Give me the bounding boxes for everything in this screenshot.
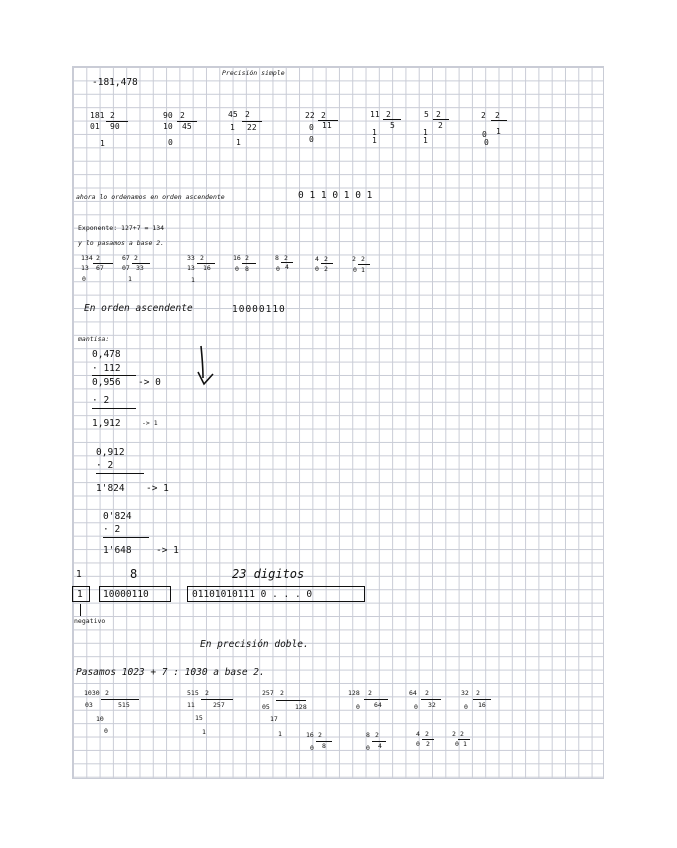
dividend: 32 — [461, 689, 469, 697]
mantisa-value: 0'824 — [103, 511, 132, 522]
bracket-line — [132, 263, 150, 264]
dividend: 2 — [452, 730, 456, 738]
remainder: 07 — [122, 264, 130, 272]
exponente-base-line: y lo pasamos a base 2. — [78, 239, 165, 247]
dividend: 45 — [228, 110, 238, 119]
bit: 1 — [128, 275, 132, 283]
doble-line: Pasamos 1023 + 7 : 1030 a base 2. — [76, 667, 265, 678]
dividend: 5 — [424, 110, 429, 119]
remainder: 0 — [276, 265, 280, 273]
bracket-line — [473, 699, 491, 700]
remainder: 1 — [230, 123, 235, 132]
down-arrow-icon — [195, 344, 219, 388]
bracket-line — [364, 699, 388, 700]
quotient: 1 — [496, 127, 501, 136]
mantisa-multiplier: · 2 — [92, 395, 110, 406]
divisor: 2 — [495, 111, 500, 120]
remainder: 0 — [235, 265, 239, 273]
bracket-line — [383, 119, 401, 120]
bracket-line — [433, 119, 449, 120]
bracket-line — [358, 264, 370, 265]
dividend: 128 — [348, 689, 360, 697]
remainder: 1 — [423, 128, 428, 137]
mantisa-carry: -> 1 — [156, 545, 179, 556]
dividend: 2 — [481, 111, 486, 120]
dividend: 515 — [187, 689, 199, 697]
remainder: 13 — [81, 264, 89, 272]
bracket-line — [242, 121, 262, 122]
mantisa-value: 0,478 — [92, 349, 121, 360]
dividend: 4 — [315, 255, 319, 263]
sign-label: negativo — [74, 617, 106, 625]
ordenamos-text: ahora lo ordenamos en orden ascendente — [76, 193, 225, 201]
divisor: 2 — [284, 254, 288, 262]
bit: 1 — [372, 136, 377, 145]
dividend: 8 — [366, 731, 370, 739]
remainder-step: 10 — [96, 715, 104, 723]
mantissa-count: 23 digitos — [232, 567, 305, 581]
dividend: 4 — [416, 730, 420, 738]
divisor: 2 — [375, 731, 379, 739]
remainder: 0 — [464, 703, 468, 711]
quotient: 11 — [322, 121, 332, 130]
divisor: 2 — [245, 110, 250, 119]
bracket-line — [93, 263, 113, 264]
mantisa-value: 0,912 — [96, 447, 125, 458]
mantisa-carry: -> 0 — [138, 377, 161, 388]
bracket-line — [177, 121, 197, 122]
bracket-line — [106, 121, 128, 122]
mantissa-bits: 01101010111 0 . . . 0 — [192, 589, 313, 600]
bracket-line — [372, 741, 386, 742]
mantisa-result: 0,956 — [92, 377, 121, 388]
divisor: 2 — [476, 689, 480, 697]
mantisa-carry: -> 1 — [146, 483, 169, 494]
orden-ascendente-label: En orden ascendente — [84, 303, 193, 314]
multiplication-line — [96, 473, 144, 474]
quotient: 16 — [203, 264, 211, 272]
dividend: 90 — [163, 111, 173, 120]
divisor: 2 — [105, 689, 109, 697]
mantisa-multiplier: · 112 — [92, 363, 121, 374]
quotient: 1 — [361, 266, 365, 274]
quotient: 32 — [428, 701, 436, 709]
dividend: 134 — [81, 254, 93, 262]
bit: 1 — [191, 276, 195, 284]
quotient: 67 — [96, 264, 104, 272]
multiplication-line — [103, 537, 149, 538]
remainder: 0 — [353, 266, 357, 274]
divisor: 2 — [321, 111, 326, 120]
bracket-line — [197, 263, 215, 264]
sign-bit: 1 — [77, 589, 83, 600]
divisor: 2 — [386, 110, 391, 119]
quotient: 257 — [213, 701, 225, 709]
bit: 0 — [168, 138, 173, 147]
bit: 1 — [236, 138, 241, 147]
mantisa-result: 1'648 — [103, 545, 132, 556]
bit: 0 — [309, 135, 314, 144]
mantisa-multiplier: · 2 — [103, 524, 121, 535]
number-value: -181,478 — [92, 77, 138, 88]
quotient: 16 — [478, 701, 486, 709]
remainder: 0 — [366, 744, 370, 752]
bit: 1 — [278, 730, 282, 738]
divisor: 2 — [180, 111, 185, 120]
quotient: 64 — [374, 701, 382, 709]
dividend: 8 — [275, 254, 279, 262]
divisor: 2 — [425, 730, 429, 738]
page-title: Precisión simple — [222, 69, 285, 77]
dividend: 16 — [233, 254, 241, 262]
exponent-bits: 10000110 — [103, 589, 149, 600]
divisor: 2 — [96, 254, 100, 262]
mantisa-multiplier: · 2 — [96, 460, 114, 471]
bracket-line — [281, 262, 293, 263]
divisor: 2 — [460, 730, 464, 738]
remainder: 03 — [85, 701, 93, 709]
bit: 1 — [202, 728, 206, 736]
doble-title: En precisión doble. — [200, 639, 309, 650]
bracket-line — [201, 699, 233, 700]
dividend: 16 — [306, 731, 314, 739]
dividend: 67 — [122, 254, 130, 262]
dividend: 33 — [187, 254, 195, 262]
divisor: 2 — [280, 689, 284, 697]
remainder: 0 — [309, 123, 314, 132]
divisor: 2 — [425, 689, 429, 697]
mantisa-result: 1'824 — [96, 483, 125, 494]
quotient: 22 — [247, 123, 257, 132]
remainder: 0 — [416, 740, 420, 748]
divisor: 2 — [205, 689, 209, 697]
quotient: 4 — [285, 263, 289, 271]
bracket-line — [318, 120, 338, 121]
bit: 0 — [484, 138, 489, 147]
mantisa-carry: -> 1 — [142, 419, 158, 427]
bracket-line — [421, 699, 441, 700]
bit: 0 — [82, 275, 86, 283]
remainder: 0 — [315, 265, 319, 273]
dividend: 11 — [370, 110, 380, 119]
divisor: 2 — [324, 255, 328, 263]
remainder-step: 17 — [270, 715, 278, 723]
dividend: 1030 — [84, 689, 100, 697]
remainder: 0 — [482, 130, 487, 139]
bracket-line — [321, 263, 333, 264]
dividend: 22 — [305, 111, 315, 120]
divisor: 2 — [368, 689, 372, 697]
divisor: 2 — [361, 255, 365, 263]
remainder: 05 — [262, 703, 270, 711]
divisor: 2 — [436, 110, 441, 119]
quotient: 515 — [118, 701, 130, 709]
remainder: 0 — [310, 744, 314, 752]
divisor: 2 — [110, 111, 115, 120]
dividend: 181 — [90, 111, 105, 120]
sign-pointer — [80, 604, 81, 616]
remainder: 0 — [356, 703, 360, 711]
bracket-line — [276, 700, 306, 701]
quotient: 2 — [324, 265, 328, 273]
multiplication-line — [92, 375, 136, 376]
remainder: 10 — [163, 122, 173, 131]
bracket-line — [491, 120, 507, 121]
remainder: 0 — [455, 740, 459, 748]
quotient: 2 — [438, 121, 443, 130]
mantisa-result: 1,912 — [92, 418, 121, 429]
divisor: 2 — [318, 731, 322, 739]
bit: 1 — [100, 139, 105, 148]
sign-count: 1 — [76, 569, 82, 580]
bracket-line — [422, 739, 434, 740]
mantisa-label: mantisa: — [78, 335, 110, 343]
remainder: 11 — [187, 701, 195, 709]
bit: 0 — [104, 727, 108, 735]
bracket-line — [458, 739, 470, 740]
dividend: 257 — [262, 689, 274, 697]
remainder-step: 15 — [195, 714, 203, 722]
quotient: 4 — [378, 742, 382, 750]
quotient: 128 — [295, 703, 307, 711]
bracket-line — [101, 699, 139, 700]
divisor: 2 — [245, 254, 249, 262]
dividend: 2 — [352, 255, 356, 263]
bracket-line — [316, 741, 332, 742]
multiplication-line — [92, 408, 136, 409]
quotient: 1 — [463, 740, 467, 748]
remainder: 01 — [90, 122, 100, 131]
divisor: 2 — [134, 254, 138, 262]
quotient: 8 — [245, 265, 249, 273]
remainder: 13 — [187, 264, 195, 272]
exponent-count: 8 — [130, 567, 138, 581]
bracket-line — [242, 263, 256, 264]
quotient: 5 — [390, 121, 395, 130]
remainder: 1 — [372, 128, 377, 137]
remainder: 0 — [414, 703, 418, 711]
quotient: 33 — [136, 264, 144, 272]
orden-ascendente-bits: 10000110 — [232, 304, 286, 315]
quotient: 45 — [182, 122, 192, 131]
bit: 1 — [423, 136, 428, 145]
quotient: 90 — [110, 122, 120, 131]
divisor: 2 — [200, 254, 204, 262]
exponente-line: Exponente: 127+7 = 134 — [78, 224, 165, 232]
quotient: 2 — [426, 740, 430, 748]
ordenamos-bits: 0 1 1 0 1 0 1 — [298, 190, 373, 201]
quotient: 8 — [322, 742, 326, 750]
dividend: 64 — [409, 689, 417, 697]
